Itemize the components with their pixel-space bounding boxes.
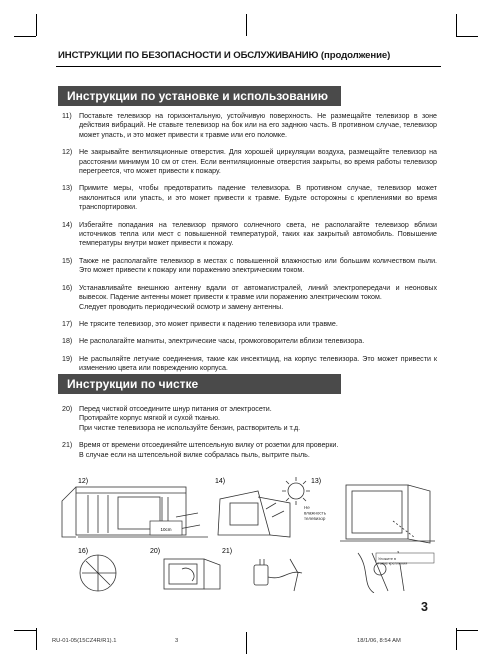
caption-line: влажность xyxy=(304,510,327,516)
item-number: 21) xyxy=(62,441,73,450)
crop-mark xyxy=(456,628,457,650)
list-item xyxy=(62,441,437,460)
list-item xyxy=(62,337,437,346)
section-title-cleaning: Инструкции по чистке xyxy=(58,374,341,394)
item-text: Не трясите телевизор, это может привести к падению телевизора или травме. xyxy=(79,319,338,328)
crop-mark xyxy=(14,630,36,631)
figure-label: 16) xyxy=(78,548,89,555)
figure-label: 20) xyxy=(150,548,161,555)
crop-mark xyxy=(246,14,247,36)
footer-page: 3 xyxy=(175,638,179,644)
crop-mark xyxy=(456,14,457,36)
item-text: Устанавливайте внешнюю антенну вдали от автомагистралей, линий электропередачи и неоновых вывесок. Падение антенны может привести к травме или поражению электрическим током. Следует проводить периодический осмотр и замену антенны. xyxy=(79,283,437,311)
item-number: 14) xyxy=(62,220,73,229)
item-text: Примите меры, чтобы предотвратить падение телевизора. В противном случае, телевизор может наклониться или упасть, и это может привести к травме. Будьте осторожны с креплениями во время транспортировки. xyxy=(79,184,437,212)
humidity-caption-line: Не xyxy=(304,505,310,510)
figure-label: 13) xyxy=(311,478,322,485)
item-text: Время от времени отсоединяйте штепсельную вилку от розетки для проверки. В случае если на штепсельной вилке собралась пыль, вытрите пыль. xyxy=(79,441,339,459)
list-item xyxy=(62,405,437,433)
list-item xyxy=(62,112,437,140)
crop-mark xyxy=(14,36,36,37)
figure-label: 14) xyxy=(215,478,226,485)
item-number: 13) xyxy=(62,184,73,193)
cleaning-instructions-list xyxy=(62,405,437,460)
item-text: Поставьте телевизор на горизонтальную, устойчивую поверхность. Не размещайте телевизор в зоне действия вибраций. Не ставьте телевизор на бок или на его заднюю часть. В противном случае, телевизор может упасть, и это может привести к травме или его поломке. xyxy=(79,112,437,139)
item-text: Также не располагайте телевизор в местах с повышенной влажностью или большим количеством пыли. Это может привести к пожару или поражению электрическим током. xyxy=(79,256,437,275)
list-item xyxy=(62,221,437,249)
crop-mark xyxy=(246,632,247,654)
illustration-tilting xyxy=(340,485,435,543)
illustration-sunlight xyxy=(218,477,310,537)
crop-mark xyxy=(456,630,478,631)
illustration-antenna xyxy=(80,555,116,591)
safety-illustrations xyxy=(58,473,435,593)
item-number: 17) xyxy=(62,319,73,328)
footer-date: 18/1/06, 8:54 AM xyxy=(357,638,401,644)
item-number: 12) xyxy=(62,148,73,157)
distance-label: 10cm xyxy=(160,527,172,532)
item-number: 20) xyxy=(62,405,73,413)
section-title-installation: Инструкции по установке и использованию xyxy=(58,86,341,106)
item-number: 18) xyxy=(62,337,73,346)
page-header-title: ИНСТРУКЦИИ ПО БЕЗОПАСНОСТИ И ОБСЛУЖИВАНИЮ (продолжение) xyxy=(58,50,391,61)
illustration-plug xyxy=(254,559,302,591)
item-text: Не закрывайте вентиляционные отверстия. Для хорошей циркуляции воздуха, размещайте телевизор на расстоянии минимум 10 см от стен. Если вентиляционные отверстия закрыты, во время работы телевизор перегреется, что может привести к пожару. xyxy=(79,148,437,176)
illustration-ventilation xyxy=(62,487,208,537)
item-number: 15) xyxy=(62,256,73,265)
caption-line: телевизор xyxy=(304,516,326,521)
installation-instructions-list xyxy=(62,112,437,374)
item-number: 16) xyxy=(62,283,73,292)
list-item xyxy=(62,284,437,312)
item-text: Перед чисткой отсоедините шнур питания от электросети. Протирайте корпус мягкой и сухой тканью. При чистке телевизора не используйте бензин, растворитель и т.д. xyxy=(79,405,301,432)
crop-mark xyxy=(36,14,37,36)
list-item xyxy=(62,355,437,374)
illustration-cleaning xyxy=(164,559,220,589)
list-item xyxy=(62,320,437,329)
list-item xyxy=(62,184,437,212)
item-number: 11) xyxy=(62,112,72,120)
crop-mark xyxy=(36,628,37,650)
caption-line: Уложите в xyxy=(378,557,397,561)
page-number: 3 xyxy=(421,600,428,614)
item-number: 19) xyxy=(62,354,73,363)
item-text: Избегайте попадания на телевизор прямого солнечного света, не располагайте телевизор вблизи источников тепла или мест с повышенной температурой, таких как закрытый автомобиль. Повышение температуры внутри может привести к пожару. xyxy=(79,220,437,248)
figure-label: 12) xyxy=(78,478,89,485)
figure-label: 21) xyxy=(222,548,233,555)
caption-line: такие крепления xyxy=(378,561,408,566)
item-text: Не располагайте магниты, электрические часы, громкоговорители вблизи телевизора. xyxy=(79,337,365,346)
footer-file: RU-01-05(15CZ4R/R1).1 xyxy=(52,638,117,644)
list-item xyxy=(62,257,437,276)
humidity-caption xyxy=(304,505,327,521)
item-text: Не распыляйте летучие соединения, такие как инсектицид, на корпус телевизора. Это может привести к изменению цвета или повреждению корпуса. xyxy=(79,354,437,373)
list-item xyxy=(62,148,437,176)
header-divider xyxy=(56,66,441,67)
crop-mark xyxy=(456,36,478,37)
